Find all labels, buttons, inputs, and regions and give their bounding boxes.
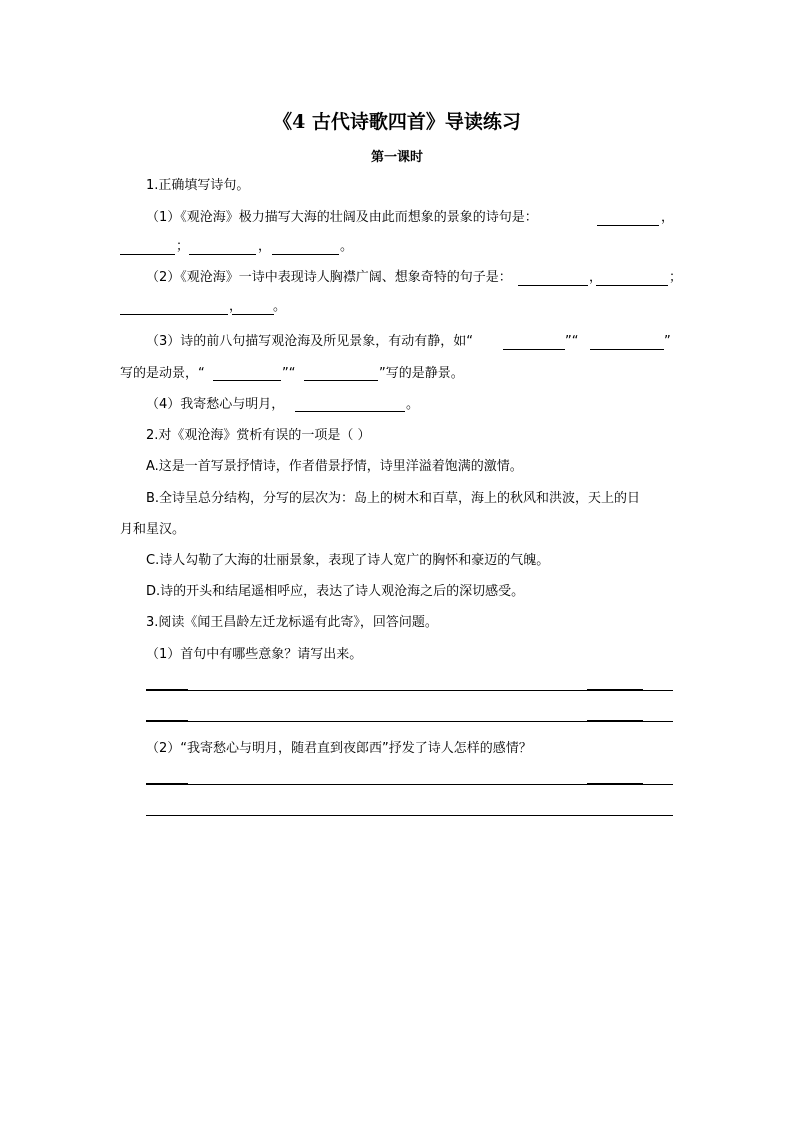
q1-2-blank-1[interactable]	[518, 285, 588, 286]
subtitle: 第一课时	[370, 150, 423, 165]
q1-2-text: （2）《观沧海》一诗中表现诗人胸襟广阔、想象奇特的句子是：	[146, 270, 512, 285]
q1-3-text: （3）诗的前八句描写观沧海及所见景象，有动有静，如“	[146, 334, 474, 349]
q1-3-quote-2: ”	[664, 334, 671, 349]
answer-line-2-seg-a	[146, 720, 188, 721]
q1-3-blank-1[interactable]	[503, 349, 565, 350]
answer-line-1[interactable]	[146, 690, 673, 691]
q1-4-blank[interactable]	[295, 411, 405, 412]
q1-1-blank-2[interactable]	[120, 254, 175, 255]
q1-1-blank-3[interactable]	[189, 254, 256, 255]
q1-2-blank-4[interactable]	[232, 314, 274, 315]
q3-1-text: （1）首句中有哪些意象？请写出来。	[146, 647, 363, 662]
answer-line-3-seg-a	[146, 783, 188, 784]
page-title: 《4 古代诗歌四首》导读练习	[273, 111, 521, 133]
q2-heading: 2.对《观沧海》赏析有误的一项是（ ）	[146, 428, 371, 443]
q1-3-blank-4[interactable]	[304, 380, 378, 381]
q1-1-blank-1[interactable]	[597, 225, 659, 226]
answer-line-4[interactable]	[146, 815, 673, 816]
q1-4-text: （4）我寄愁心与明月，	[146, 397, 285, 412]
q1-2-comma-2: ，	[229, 299, 243, 314]
q1-3-blank-3[interactable]	[213, 380, 281, 381]
q2-option-c[interactable]: C.诗人勾勒了大海的壮丽景象，表现了诗人宽广的胸怀和豪迈的气魄。	[146, 553, 550, 568]
q1-heading: 1.正确填写诗句。	[146, 178, 250, 193]
q1-2-blank-2[interactable]	[596, 285, 668, 286]
q1-1-semicolon: ；	[176, 239, 190, 254]
answer-line-2[interactable]	[146, 721, 673, 722]
q1-4-period: 。	[406, 397, 420, 412]
q2-option-d[interactable]: D.诗的开头和结尾遥相呼应，表达了诗人观沧海之后的深切感受。	[146, 584, 525, 599]
q1-1-comma-2: ，	[258, 239, 272, 254]
answer-line-1-seg-b	[587, 689, 643, 690]
answer-line-1-seg-a	[146, 689, 188, 690]
q1-2-blank-3[interactable]	[120, 314, 228, 315]
q1-3-line2-c: ”写的是静景。	[379, 366, 464, 381]
q1-2-period: 。	[273, 299, 287, 314]
q1-3-quote-1: ”“	[565, 334, 579, 349]
answer-line-3-seg-b	[587, 783, 643, 784]
q1-2-comma: ，	[589, 270, 603, 285]
q1-1-comma: ，	[661, 210, 675, 225]
q1-3-line2-b: ”“	[282, 366, 296, 381]
q2-option-b[interactable]: B.全诗呈总分结构，分写的层次为：岛上的树木和百草，海上的秋风和洪波，天上的日	[146, 491, 641, 506]
q1-2-semicolon: ；	[669, 270, 683, 285]
q1-3-line2-a: 写的是动景，“	[120, 366, 205, 381]
q1-3-blank-2[interactable]	[590, 349, 664, 350]
q1-1-text: （1）《观沧海》极力描写大海的壮阔及由此而想象的景象的诗句是：	[146, 210, 538, 225]
q2-option-a[interactable]: A.这是一首写景抒情诗，作者借景抒情，诗里洋溢着饱满的激情。	[146, 459, 523, 474]
answer-line-2-seg-b	[587, 720, 643, 721]
q1-1-period: 。	[340, 239, 354, 254]
q2-option-b-cont: 月和星汉。	[120, 522, 186, 537]
q1-1-blank-4[interactable]	[272, 254, 339, 255]
q3-2-text: （2）“我寄愁心与明月，随君直到夜郎西”抒发了诗人怎样的感情？	[146, 741, 532, 756]
q3-heading: 3.阅读《闻王昌龄左迁龙标遥有此寄》，回答问题。	[146, 615, 438, 630]
answer-line-3[interactable]	[146, 784, 673, 785]
